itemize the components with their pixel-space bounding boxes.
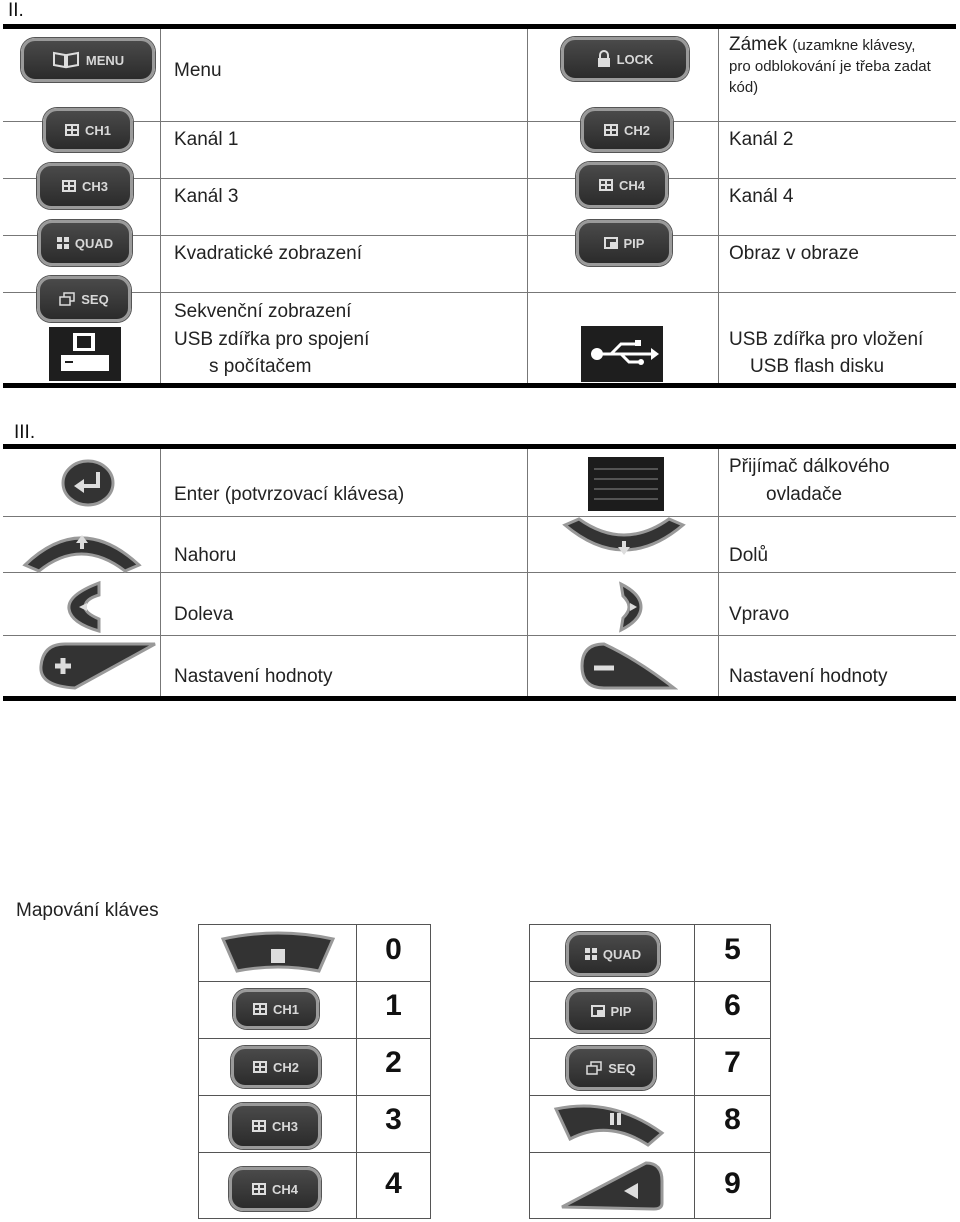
key-number: 8 bbox=[724, 1103, 741, 1136]
usb-flash-label-2: USB flash disku bbox=[750, 356, 885, 377]
usb-icon bbox=[581, 326, 663, 382]
ch3-button[interactable]: CH3 bbox=[229, 1103, 321, 1149]
channel-3-label: Kanál 3 bbox=[174, 186, 239, 207]
keymap-title: Mapování kláves bbox=[16, 900, 159, 921]
enter-button[interactable] bbox=[60, 458, 116, 508]
ch1-button[interactable]: CH1 bbox=[43, 108, 133, 152]
channel-1-label: Kanál 1 bbox=[174, 129, 239, 150]
grid-icon bbox=[62, 180, 76, 192]
section-3-table bbox=[3, 444, 956, 706]
ch2-button[interactable]: CH2 bbox=[581, 108, 673, 152]
ch4-button[interactable]: CH4 bbox=[576, 162, 668, 208]
menu-button[interactable]: MENU bbox=[21, 38, 155, 82]
table-bottom-border bbox=[3, 383, 956, 388]
ir-receiver-label-2: ovladače bbox=[766, 484, 843, 505]
plus-label: Nastavení hodnoty bbox=[174, 666, 333, 687]
up-label: Nahoru bbox=[174, 545, 237, 566]
pip-button[interactable]: PIP bbox=[566, 989, 656, 1033]
stop-button[interactable] bbox=[219, 931, 337, 977]
channel-2-label: Kanál 2 bbox=[729, 129, 794, 150]
lock-label: Zámek (uzamkne klávesy, bbox=[729, 34, 916, 55]
key-number: 4 bbox=[385, 1167, 402, 1200]
key-number: 0 bbox=[385, 933, 402, 966]
right-button[interactable] bbox=[615, 580, 645, 634]
quad-button[interactable]: QUAD bbox=[38, 220, 132, 266]
grid-icon bbox=[599, 179, 613, 191]
ir-receiver-icon bbox=[588, 457, 664, 511]
ch3-button[interactable]: CH3 bbox=[37, 163, 133, 209]
usb-pc-label: USB zdířka pro spojení bbox=[174, 329, 370, 350]
usb-pc-label-2: s počítačem bbox=[209, 356, 312, 377]
seq-button[interactable]: SEQ bbox=[37, 276, 131, 322]
table-row bbox=[3, 573, 956, 636]
section-2-table bbox=[3, 24, 956, 390]
channel-4-label: Kanál 4 bbox=[729, 186, 794, 207]
pc-usb-icon bbox=[49, 327, 121, 381]
key-number: 9 bbox=[724, 1167, 741, 1200]
lock-icon bbox=[597, 50, 611, 68]
grid-icon bbox=[252, 1183, 266, 1195]
up-button[interactable] bbox=[21, 517, 143, 575]
keymap-table-left bbox=[198, 924, 431, 1219]
key-number: 5 bbox=[724, 933, 741, 966]
play-back-button[interactable] bbox=[558, 1157, 666, 1213]
grid-icon bbox=[253, 1061, 267, 1073]
left-label: Doleva bbox=[174, 604, 234, 625]
enter-label: Enter (potvrzovací klávesa) bbox=[174, 484, 405, 505]
ch4-button[interactable]: CH4 bbox=[229, 1167, 321, 1211]
section-3-label: III. bbox=[14, 422, 36, 443]
table-row bbox=[3, 517, 956, 573]
minus-label: Nastavení hodnoty bbox=[729, 666, 888, 687]
down-label: Dolů bbox=[729, 545, 769, 566]
key-number: 2 bbox=[385, 1046, 402, 1079]
lock-button[interactable]: LOCK bbox=[561, 37, 689, 81]
ch1-button[interactable]: CH1 bbox=[233, 989, 319, 1029]
quad-icon bbox=[585, 948, 597, 960]
usb-flash-label: USB zdířka pro vložení bbox=[729, 329, 924, 350]
minus-button[interactable] bbox=[578, 640, 678, 696]
key-number: 6 bbox=[724, 989, 741, 1022]
lock-note-2: kód) bbox=[729, 79, 759, 96]
table-row bbox=[3, 179, 956, 236]
seq-icon bbox=[59, 292, 75, 306]
quad-button[interactable]: QUAD bbox=[566, 932, 660, 976]
pip-icon bbox=[591, 1005, 605, 1017]
right-label: Vpravo bbox=[729, 604, 790, 625]
plus-button[interactable] bbox=[35, 640, 159, 692]
grid-icon bbox=[604, 124, 618, 136]
pip-label: Obraz v obraze bbox=[729, 243, 859, 264]
ir-receiver-label: Přijímač dálkového bbox=[729, 456, 890, 477]
left-button[interactable] bbox=[63, 579, 109, 635]
quad-icon bbox=[57, 237, 69, 249]
grid-icon bbox=[65, 124, 79, 136]
key-number: 3 bbox=[385, 1103, 402, 1136]
pip-icon bbox=[604, 237, 618, 249]
pause-button[interactable] bbox=[552, 1099, 666, 1149]
table-row bbox=[3, 122, 956, 179]
pip-button[interactable]: PIP bbox=[576, 220, 672, 266]
menu-label: Menu bbox=[174, 60, 222, 81]
ch2-button[interactable]: CH2 bbox=[231, 1046, 321, 1088]
book-icon bbox=[52, 51, 80, 69]
quad-label: Kvadratické zobrazení bbox=[174, 243, 362, 264]
seq-button[interactable]: SEQ bbox=[566, 1046, 656, 1090]
grid-icon bbox=[253, 1003, 267, 1015]
key-number: 1 bbox=[385, 989, 402, 1022]
down-button[interactable] bbox=[561, 517, 687, 569]
lock-note: pro odblokování je třeba zadat bbox=[729, 58, 931, 75]
grid-icon bbox=[252, 1120, 266, 1132]
key-number: 7 bbox=[724, 1046, 741, 1079]
seq-icon bbox=[586, 1061, 602, 1075]
keymap-table-right bbox=[529, 924, 771, 1219]
section-2-label: II. bbox=[8, 0, 24, 21]
seq-label: Sekvenční zobrazení bbox=[174, 301, 352, 322]
